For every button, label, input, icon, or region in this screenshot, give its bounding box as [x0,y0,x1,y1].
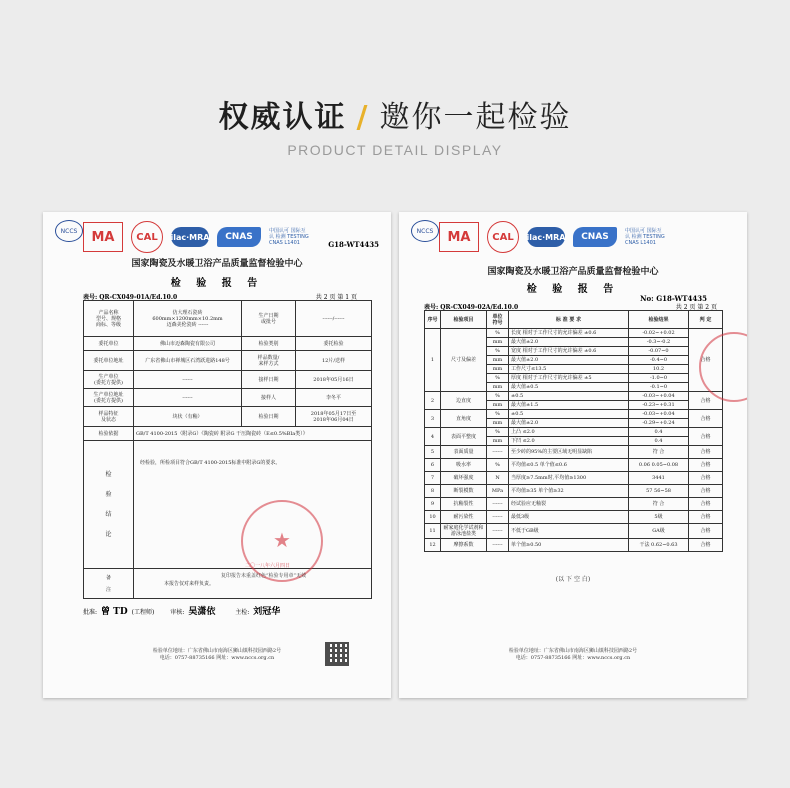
results-row [425,459,723,472]
report-title: 检 验 报 告 [526,284,620,295]
results-cell: 平均值≤0.5 单个值≤0.6 [509,459,629,472]
results-cell: N [487,472,509,485]
results-cell: 9 [425,498,441,511]
report-info-table [83,300,372,599]
section-subtitle: PRODUCT DETAIL DISPLAY [287,142,503,158]
results-cell: -0.03~+0.04 [629,410,689,419]
results-cell: 0.06 0.05~0.08 [629,459,689,472]
results-row [425,410,723,419]
cell-value: 李冬平 [296,389,372,407]
title-slash: / [356,100,370,135]
results-cell: -0.3~-0.2 [629,338,689,347]
results-cell: 合格 [689,410,723,428]
cal-logo-icon: CAL [131,221,163,253]
page-info: 共 2 页 第 1 页 [315,294,357,301]
results-cell: 经试验应无釉裂 [509,498,629,511]
report-page-2 [399,212,747,698]
results-cell: mm [487,383,509,392]
results-table [424,310,723,552]
results-cell: 耐家庭化学试剂和游泳池盐类 [441,524,487,539]
results-cell: 符 合 [629,498,689,511]
title-light: 邀你一起检验 [379,100,572,135]
results-cell: 3 [425,410,441,428]
results-cell: mm [487,401,509,410]
results-cell: 合格 [689,446,723,459]
results-cell: 合格 [689,511,723,524]
page-info: 共 2 页 第 2 页 [675,304,717,311]
results-cell: 4 [425,428,441,446]
results-cell: 最大值±1.5 [509,401,629,410]
table-number: 表号: QR-CX049-02A/Ed.10.0 [424,304,519,311]
footer-contact: 电话：0757-88735166 网址：www.nccs.org.cn [159,655,275,661]
remark-value: 本报告仅对来样负责。 [134,569,372,599]
results-cell: 边直度 [441,392,487,410]
report-page-1 [43,212,391,698]
results-row [425,472,723,485]
results-cell: 当厚度≥7.5mm时,平均值≥1300 [509,472,629,485]
results-cell: MPa [487,485,509,498]
results-cell: 摩擦系数 [441,539,487,552]
cell-value: 佛山市迈森陶瓷有限公司 [134,337,242,351]
results-cell: mm [487,365,509,374]
testing-mark: 中国认可 国际互认 检测 TESTING CNAS L1401 [269,228,309,246]
cell-value: 仿大理石瓷砖 600mm×1200mm×10.2mm 迈森美伦瓷砖 ------ [134,301,242,337]
cell-label: 检验类别 [242,337,296,351]
results-cell: 最大值±0.5 [509,383,629,392]
star-icon: ★ [273,528,291,552]
results-row [425,392,723,401]
section-title [0,92,790,136]
results-cell: -0.1~0 [629,383,689,392]
cell-value: ------ [134,389,242,407]
results-cell: 最低3级 [509,511,629,524]
cell-label: 委托单位 [84,337,134,351]
review-label: 审核: [170,609,185,616]
cell-value: 块状（有釉） [134,407,242,427]
results-cell: 7 [425,472,441,485]
results-cell: 5级 [629,511,689,524]
report-footer [399,648,747,662]
results-cell: GA级 [629,524,689,539]
results-cell: % [487,410,509,419]
results-cell: 合格 [689,524,723,539]
results-cell: -0.02~+0.02 [629,329,689,338]
ilac-logo-icon: ilac·MRA [171,227,209,247]
results-header-row [425,311,723,329]
cell-value: ------/------ [296,301,372,337]
title-bold: 权威认证 [218,100,347,135]
cnas-logo-icon: CNAS [217,227,261,247]
results-cell: 耐污染性 [441,511,487,524]
report-number: No: G18-WT4435 [640,294,707,303]
cell-label: 样品数量/ 来样方式 [242,351,296,371]
results-cell: 2 [425,392,441,410]
cell-value: 12片/送样 [296,351,372,371]
results-cell: 0.4 [629,428,689,437]
ilac-logo-icon: ilac·MRA [527,227,565,247]
results-header-cell: 单位 符号 [487,311,509,329]
cell-label: 委托单位地址 [84,351,134,371]
results-cell: 0.4 [629,437,689,446]
results-cell: 厚度 相对于工作尺寸的允许偏差 ±5 [509,374,629,383]
results-cell: -0.03~+0.04 [629,392,689,401]
cell-label: 生产单位 (委托方提供) [84,371,134,389]
results-cell: 工作尺寸≤13.5 [509,365,629,374]
cell-label: 备 注 [84,569,134,599]
results-cell: 合格 [689,392,723,410]
results-cell: 合格 [689,498,723,511]
cnas-logo-icon: CNAS [573,227,617,247]
cma-logo-icon: MA [439,222,479,252]
results-cell: 合格 [689,329,723,392]
results-cell: 宽度 相对于工作尺寸的允许偏差 ±0.6 [509,347,629,356]
results-row [425,524,723,539]
results-cell: 长度 相对于工作尺寸的允许偏差 ±0.6 [509,329,629,338]
results-row [425,498,723,511]
results-cell: 最大值±2.0 [509,419,629,428]
review-signature: 吴潇依 [188,607,216,617]
results-cell: 12 [425,539,441,552]
results-cell: % [487,459,509,472]
results-cell: 单个值≥0.50 [509,539,629,552]
stamp-date: 二〇一八年六月四日 [245,563,291,569]
results-cell: 8 [425,485,441,498]
signature-row [83,604,284,617]
results-row [425,446,723,459]
results-row [425,329,723,338]
results-cell: 合格 [689,539,723,552]
results-cell: 破坏强度 [441,472,487,485]
org-name: 国家陶瓷及水暖卫浴产品质量监督检验中心 [487,267,659,277]
results-cell: 合格 [689,459,723,472]
cell-label: 样品特征 及状态 [84,407,134,427]
results-cell: mm [487,338,509,347]
testing-mark: 中国认可 国际互认 检测 TESTING CNAS L1401 [625,228,665,246]
report-title: 检 验 报 告 [170,278,264,289]
results-cell: ------ [487,511,509,524]
results-cell: ±0.5 [509,392,629,401]
cell-value: 2018年05月16日 [296,371,372,389]
results-cell: 合格 [689,428,723,446]
results-cell: mm [487,356,509,365]
results-cell: 57 56~58 [629,485,689,498]
editor-signature: 刘冠华 [253,607,281,617]
results-cell: -1.0~0 [629,374,689,383]
results-cell: mm [487,419,509,428]
approve-title: (工程师) [131,609,155,616]
cell-label: 接样人 [242,389,296,407]
table-number: 表号: QR-CX049-01A/Ed.10.0 [83,294,178,301]
blank-note: (以 下 空 白) [555,576,591,583]
results-cell: % [487,347,509,356]
results-cell: ------ [487,498,509,511]
results-header-cell: 标 准 要 求 [509,311,629,329]
cert-logos [83,220,309,254]
results-cell: 5 [425,446,441,459]
results-cell: 11 [425,524,441,539]
results-cell: 符 合 [629,446,689,459]
results-row [425,428,723,437]
cell-value: GB/T 4100-2015（附录G）《陶瓷砖 附录G 干压陶瓷砖（E≤0.5%BIa类）》 [134,427,372,441]
results-cell: 表面质量 [441,446,487,459]
report-number: G18-WT4435 [328,240,379,249]
results-cell: -0.29~+0.24 [629,419,689,428]
cell-label: 生产单位地址 (委托方提供) [84,389,134,407]
cell-label: 检 验 结 论 [84,441,134,569]
page-header [0,0,790,200]
results-cell: ------ [487,524,509,539]
approve-label: 批准: [83,609,98,616]
results-cell: 下凹 ≤2.0 [509,437,629,446]
results-cell: 尺寸及偏差 [441,329,487,392]
results-cell: 断裂模数 [441,485,487,498]
cal-logo-icon: CAL [487,221,519,253]
results-cell: 至少砖的95%的主要区域无明显缺陷 [509,446,629,459]
results-cell: 10 [425,511,441,524]
footer-address: 检验单位地址：广东省佛山市南海区狮山镇科技园西路2号 [152,648,282,654]
cert-logos [439,220,665,254]
results-cell: % [487,374,509,383]
nccs-logo-icon: NCCS [411,220,439,242]
approve-signature: 曾 TD [101,607,128,617]
results-header-cell: 序号 [425,311,441,329]
cma-logo-icon: MA [83,222,123,252]
footer-contact: 电话：0757-88735166 网址：www.nccs.org.cn [515,655,631,661]
results-cell: 平均值≥35 单个值≥32 [509,485,629,498]
cell-label: 接样日期 [242,371,296,389]
results-cell: 表面平整度 [441,428,487,446]
results-header-cell: 检验项目 [441,311,487,329]
cell-value: 委托检验 [296,337,372,351]
results-row [425,539,723,552]
cell-value: 2018年05月17日至 2018年06月04日 [296,407,372,427]
conclusion-value: 经检验，所检项目符合GB/T 4100-2015标准中附录G的要求。 [140,460,281,466]
results-cell: -0.07~0 [629,347,689,356]
editor-label: 主检: [235,609,250,616]
results-cell: 合格 [689,485,723,498]
results-cell: 最大值±2.0 [509,338,629,347]
results-cell: 干法 0.62~0.63 [629,539,689,552]
cell-label: 生产日期 或批号 [242,301,296,337]
results-cell: 最大值±2.0 [509,356,629,365]
footer-address: 检验单位地址：广东省佛山市南海区狮山镇科技园西路2号 [508,648,638,654]
results-header-cell: 判 定 [689,311,723,329]
nccs-logo-icon: NCCS [55,220,83,242]
results-cell: ±0.5 [509,410,629,419]
results-cell: 3441 [629,472,689,485]
results-row [425,511,723,524]
cell-label: 检验依据 [84,427,134,441]
results-cell: -0.23~+0.31 [629,401,689,410]
results-cell: 直角度 [441,410,487,428]
org-name: 国家陶瓷及水暖卫浴产品质量监督检验中心 [131,259,303,269]
results-cell: 吸水率 [441,459,487,472]
results-cell: % [487,329,509,338]
cell-label: 检验日期 [242,407,296,427]
results-cell: 上凸 ≤2.0 [509,428,629,437]
results-cell: % [487,392,509,401]
results-cell: 10.2 [629,365,689,374]
results-cell: mm [487,437,509,446]
results-cell: % [487,428,509,437]
results-cell: -0.4~0 [629,356,689,365]
results-cell: 抗釉裂性 [441,498,487,511]
results-cell: 1 [425,329,441,392]
official-stamp [241,500,323,582]
cell-value: 广东省佛山市禅城区石湾跃进路148号 [134,351,242,371]
results-cell: 合格 [689,472,723,485]
results-header-cell: 检验结果 [629,311,689,329]
results-row [425,485,723,498]
stamp-note: 复印报告未重盖红色“检验专用章”无效 [221,573,307,579]
results-cell: ------ [487,446,509,459]
results-cell: ------ [487,539,509,552]
cell-label: 产品名称 型号、规格 商标、等级 [84,301,134,337]
results-cell: 不低于GB级 [509,524,629,539]
cell-value: ------ [134,371,242,389]
qr-code-icon [325,642,349,666]
results-cell: 6 [425,459,441,472]
